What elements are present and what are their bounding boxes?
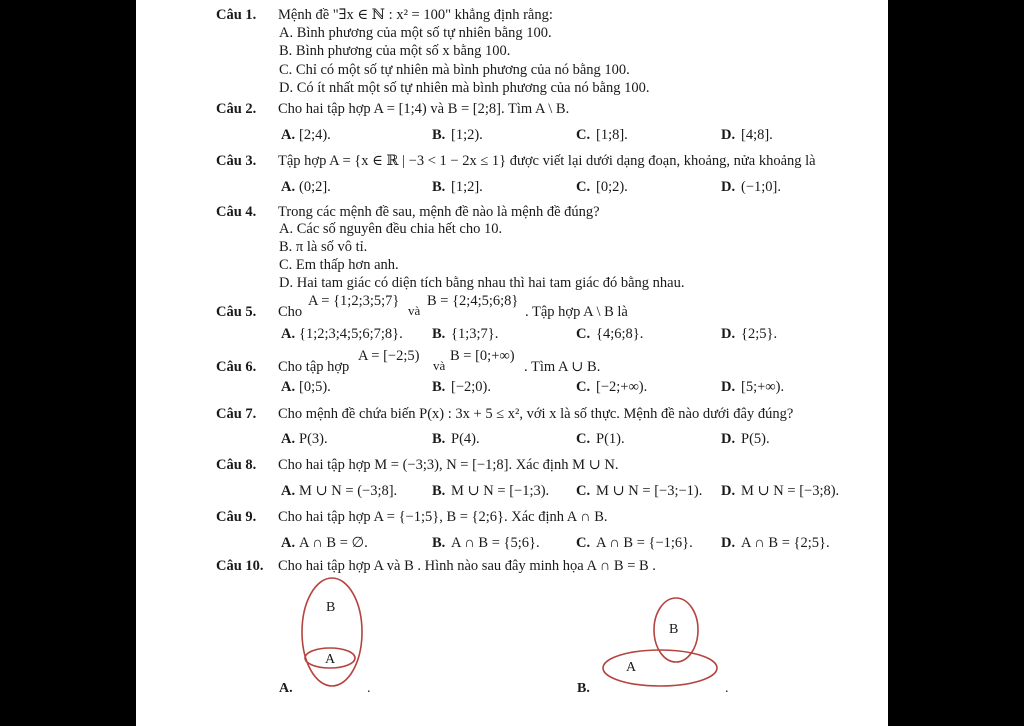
option-b-letter: B.	[432, 179, 446, 195]
question-stem: Mệnh đề "∃x ∈ ℕ : x² = 100" khẳng định rằng:	[278, 7, 553, 23]
option-b: {1;3;7}.	[451, 326, 499, 342]
option-d: {2;5}.	[741, 326, 778, 342]
figure-dot: .	[367, 681, 371, 696]
option-a: A. Các số nguyên đều chia hết cho 10.	[279, 221, 503, 237]
set-b-ellipse	[302, 578, 362, 686]
option-c: [1;8].	[596, 127, 628, 143]
option-b: [1;2].	[451, 179, 483, 195]
option-a: [0;5).	[299, 379, 331, 395]
option-c-letter: C.	[576, 379, 591, 395]
conjunction: và	[408, 303, 421, 318]
option-c-letter: C.	[576, 431, 591, 447]
question-stem: Cho hai tập hợp A = {−1;5}, B = {2;6}. Xác định A ∩ B.	[278, 509, 608, 525]
option-d-letter: D.	[721, 483, 736, 499]
option-a-letter: A.	[281, 326, 296, 342]
option-a: [2;4).	[299, 127, 331, 143]
option-d: (−1;0].	[741, 179, 781, 195]
option-a: {1;2;3;4;5;6;7;8}.	[299, 326, 403, 342]
option-c: [0;2).	[596, 179, 628, 195]
option-d: A ∩ B = {2;5}.	[741, 535, 830, 551]
venn-figures	[136, 576, 888, 726]
question-label: Câu 6.	[216, 359, 257, 375]
question-label: Câu 9.	[216, 509, 257, 525]
question-stem: Cho mệnh đề chứa biến P(x) : 3x + 5 ≤ x², với x là số thực. Mệnh đề nào dưới đây đúng?	[278, 406, 794, 422]
question-stem: Cho hai tập hợp A và B . Hình nào sau đây minh họa A ∩ B = B .	[278, 558, 656, 574]
option-b: A ∩ B = {5;6}.	[451, 535, 540, 551]
option-c: {4;6;8}.	[596, 326, 644, 342]
option-c-letter: C.	[576, 326, 591, 342]
set-a-definition: A = {1;2;3;5;7}	[308, 293, 400, 309]
option-a-letter: A.	[281, 535, 296, 551]
question-label: Câu 1.	[216, 7, 257, 23]
option-b: [−2;0).	[451, 379, 491, 395]
question-label: Câu 10.	[216, 558, 264, 574]
option-a-letter: A.	[281, 431, 296, 447]
conjunction: và	[433, 358, 446, 373]
option-d-letter: D.	[721, 179, 736, 195]
option-b-letter: B.	[432, 535, 446, 551]
option-a: P(3).	[299, 431, 328, 447]
option-c-letter: C.	[576, 179, 591, 195]
figure-a	[279, 578, 371, 696]
option-d-letter: D.	[721, 379, 736, 395]
question-stem-start: Cho	[278, 304, 303, 320]
option-d: [4;8].	[741, 127, 773, 143]
figure-b	[577, 598, 729, 696]
option-a: A ∩ B = ∅.	[299, 535, 368, 551]
set-b-label: B	[669, 622, 679, 637]
option-d-letter: D.	[721, 431, 736, 447]
option-d: [5;+∞).	[741, 379, 785, 395]
option-b-letter: B.	[432, 326, 446, 342]
option-c-letter: C.	[576, 127, 591, 143]
option-c: M ∪ N = [−3;−1).	[596, 483, 703, 499]
question-stem: Cho hai tập hợp M = (−3;3), N = [−1;8]. Xác định M ∪ N.	[278, 457, 619, 473]
set-a-label: A	[626, 660, 637, 675]
option-d: P(5).	[741, 431, 770, 447]
question-stem-end: . Tìm A ∪ B.	[524, 359, 601, 375]
question-stem-start: Cho tập hợp	[278, 359, 350, 375]
option-c-letter: C.	[576, 483, 591, 499]
option-d-letter: D.	[721, 326, 736, 342]
question-stem: Trong các mệnh đề sau, mệnh đề nào là mệnh đề đúng?	[278, 204, 600, 220]
figure-dot: .	[725, 681, 729, 696]
option-a-letter: A.	[281, 179, 296, 195]
question-label: Câu 3.	[216, 153, 257, 169]
option-d: M ∪ N = [−3;8).	[741, 483, 840, 499]
option-a-letter: A.	[281, 483, 296, 499]
option-d-letter: D.	[721, 127, 736, 143]
question-label: Câu 7.	[216, 406, 257, 422]
question-stem: Tập hợp A = {x ∈ ℝ | −3 < 1 − 2x ≤ 1} được viết lại dưới dạng đoạn, khoảng, nửa khoảng là	[278, 153, 816, 169]
option-d-letter: D.	[721, 535, 736, 551]
option-a: A. Bình phương của một số tự nhiên bằng 100.	[279, 25, 552, 41]
option-a-letter: A.	[281, 379, 296, 395]
question-label: Câu 8.	[216, 457, 257, 473]
option-c: C. Em thấp hơn anh.	[279, 257, 399, 273]
question-stem-end: . Tập hợp A \ B là	[525, 304, 628, 320]
option-b: P(4).	[451, 431, 480, 447]
option-c-letter: C.	[576, 535, 591, 551]
option-b-letter: B.	[432, 483, 446, 499]
set-a-label: A	[325, 652, 336, 667]
question-label: Câu 4.	[216, 204, 257, 220]
document-page	[136, 0, 888, 726]
figure-letter: B.	[577, 681, 590, 696]
option-c: P(1).	[596, 431, 625, 447]
option-b: [1;2).	[451, 127, 483, 143]
option-a: M ∪ N = (−3;8].	[299, 483, 398, 499]
option-d: D. Hai tam giác có diện tích bằng nhau thì hai tam giác đó bằng nhau.	[279, 275, 685, 291]
option-b-letter: B.	[432, 379, 446, 395]
option-b-letter: B.	[432, 431, 446, 447]
option-a-letter: A.	[281, 127, 296, 143]
option-d: D. Có ít nhất một số tự nhiên mà bình phương của nó bằng 100.	[279, 80, 650, 96]
option-a: (0;2].	[299, 179, 331, 195]
set-b-label: B	[326, 600, 336, 615]
option-b: M ∪ N = [−1;3).	[451, 483, 550, 499]
question-label: Câu 2.	[216, 101, 257, 117]
set-a-ellipse	[603, 650, 717, 686]
question-stem: Cho hai tập hợp A = [1;4) và B = [2;8]. Tìm A \ B.	[278, 101, 570, 117]
option-b: B. π là số vô tỉ.	[279, 239, 368, 255]
figure-letter: A.	[279, 681, 293, 696]
set-b-definition: B = [0;+∞)	[450, 348, 515, 364]
option-c: [−2;+∞).	[596, 379, 648, 395]
option-c: C. Chỉ có một số tự nhiên mà bình phương của nó bằng 100.	[279, 62, 630, 78]
option-b-letter: B.	[432, 127, 446, 143]
set-a-definition: A = [−2;5)	[358, 348, 420, 364]
question-label: Câu 5.	[216, 304, 257, 320]
option-c: A ∩ B = {−1;6}.	[596, 535, 693, 551]
set-b-definition: B = {2;4;5;6;8}	[427, 293, 519, 309]
option-b: B. Bình phương của một số x bằng 100.	[279, 43, 511, 59]
